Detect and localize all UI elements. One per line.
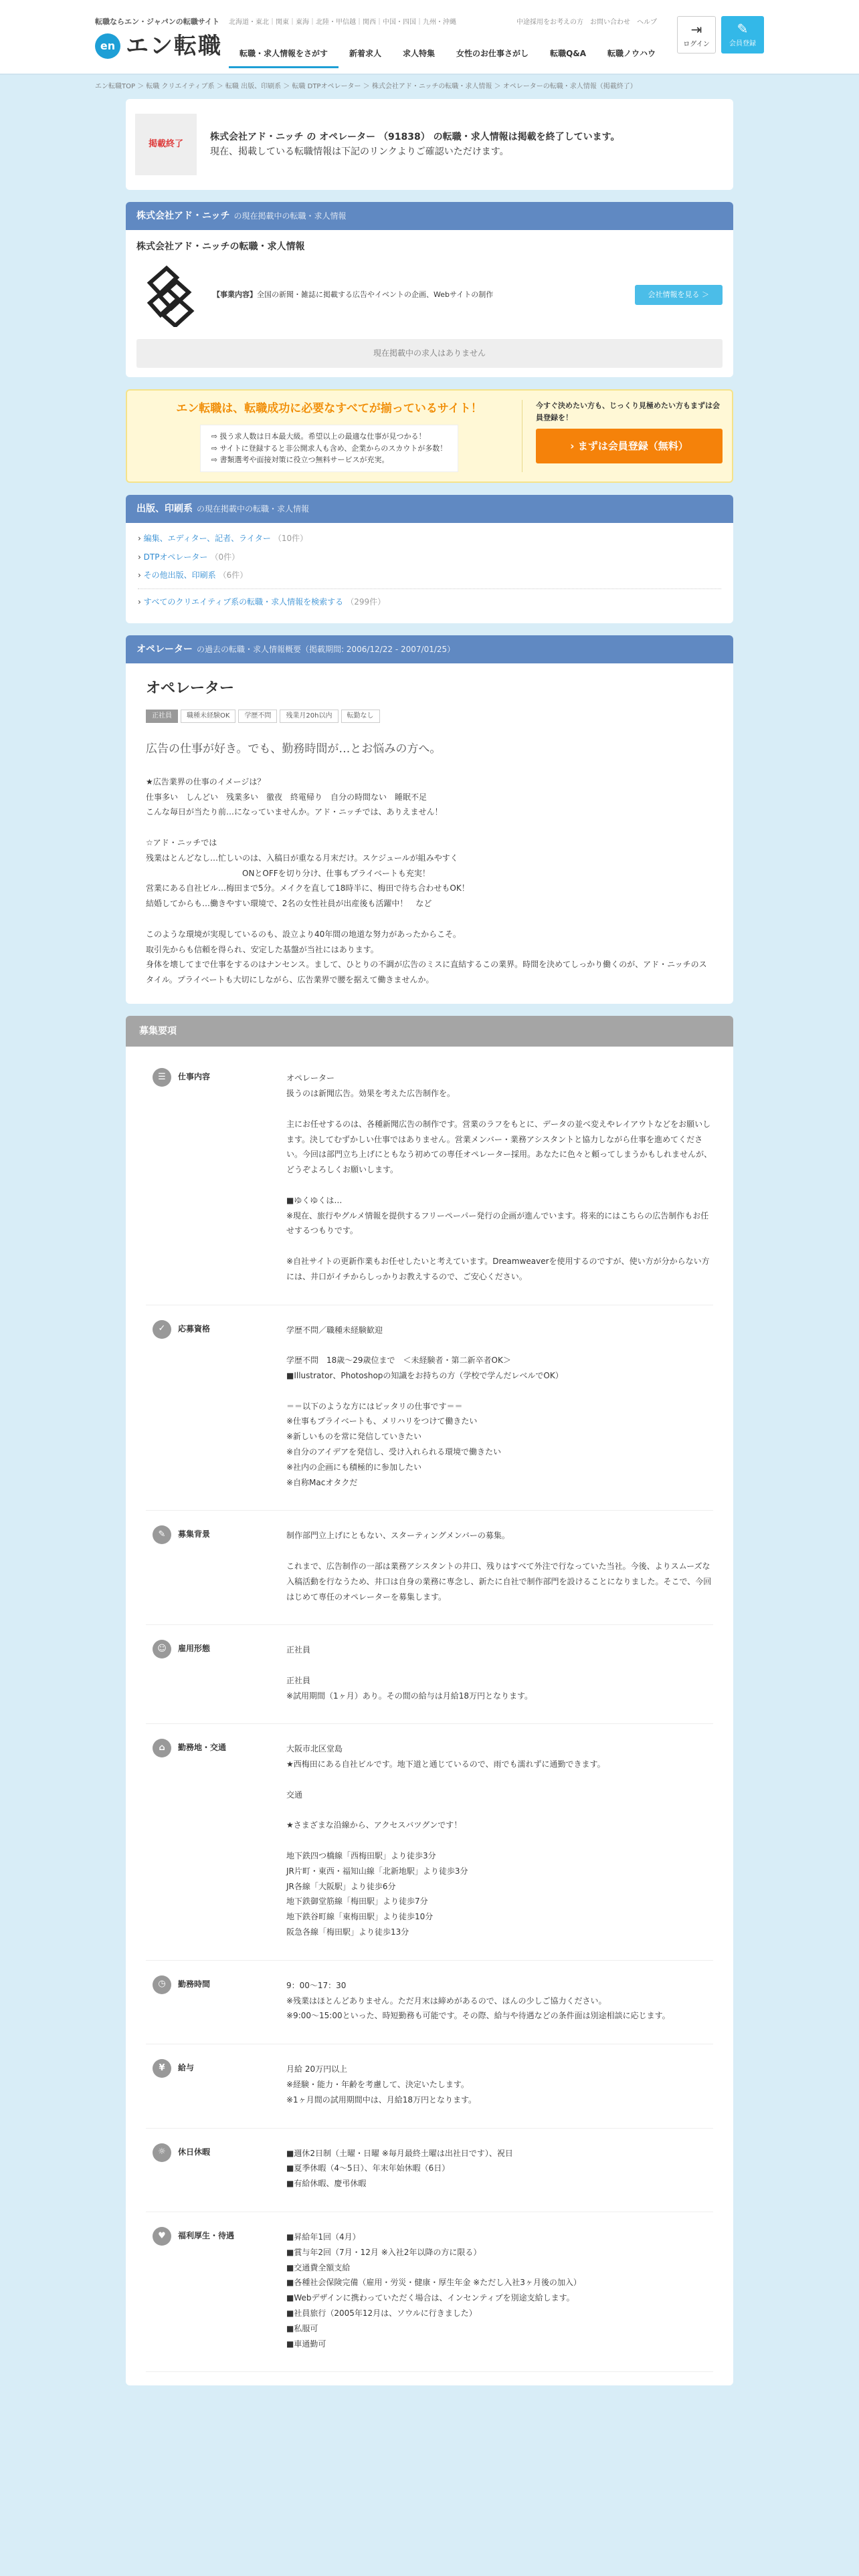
requirements-head: 募集要項: [126, 1016, 733, 1047]
promo-banner: [126, 389, 733, 483]
category-item[interactable]: › その他出版、印刷系 （6件）: [138, 570, 248, 580]
requirement-row: [146, 1053, 713, 1305]
requirement-label: 勤務地・交通: [178, 1743, 227, 1753]
requirement-row: [146, 2212, 713, 2372]
requirement-row: [146, 1625, 713, 1724]
requirement-row: [146, 1724, 713, 1960]
tag: 転勤なし: [341, 710, 380, 723]
qualification-icon: ✓: [153, 1320, 171, 1339]
requirement-label: 雇用形態: [178, 1644, 211, 1654]
ended-badge: 掲載終了: [135, 114, 197, 175]
salary-icon: ¥: [153, 2059, 171, 2078]
requirement-row: [146, 2129, 713, 2212]
promo-list: [200, 425, 459, 472]
job-head-sub: の過去の転職・求人情報概要（掲載期間: 2006/12/22 - 2007/01/25）: [197, 645, 456, 655]
job-tags: [146, 708, 713, 723]
requirement-label: 応募資格: [178, 1323, 211, 1333]
pencil-icon: ✎: [737, 21, 749, 37]
biz-label: 【事業内容】: [213, 290, 257, 299]
requirement-value: 大阪市北区堂島 ★西梅田にある自社ビルです。地下道と通じているので、雨でも濡れずに通勤できます。 交通 ★さまざまな沿線から、アクセスバツグンです！ 地下鉄四つ橋線「西梅田駅」より徒歩3分 JR片町・東西・福知山線「北新地駅」より徒歩3分 JR各線「大阪駅」より徒歩6分 地下鉄御堂筋線「梅田駅」より徒歩7分 地下鉄谷町線「東梅田駅」より徒歩10分 阪急各線「梅田駅」より徒歩13分: [286, 1744, 605, 1937]
requirement-label: 給与: [178, 2063, 195, 2073]
ended-message: 株式会社アド・ニッチ の オペレーター （91838） の転職・求人情報は掲載を終了しています。: [210, 131, 620, 142]
requirement-label-cell: [146, 1642, 286, 1703]
requirement-label-cell: [146, 2230, 286, 2351]
background-icon: ✎: [153, 1525, 171, 1544]
category-all-link[interactable]: › すべてのクリエイティブ系の転職・求人情報を検索する （299件）: [138, 597, 386, 607]
header: [0, 0, 859, 75]
login-button[interactable]: [677, 16, 716, 53]
requirement-label-cell: [146, 1323, 286, 1491]
company-info-button[interactable]: 会社情報を見る ＞: [635, 285, 723, 305]
requirements-card: [126, 1016, 733, 2385]
requirement-value: ■昇給年1回（4月） ■賞与年2回（7月・12月 ※入社2年以降の方に限る） ■交通費全額支給 ■各種社会保険完備（雇用・労災・健康・厚生年金 ※ただし入社3ヶ月後の加入） ■Webデザインに携わっていただく場合は、インセンティブを別途支給します。 ■社員旅行（2005年12月は、ソウルに行きました） ■私服可 ■車通勤可: [286, 2232, 581, 2349]
login-label: ログイン: [683, 41, 710, 48]
holiday-icon: ☼: [153, 2143, 171, 2162]
requirement-value: オペレーター 扱うのは新聞広告。効果を考えた広告制作を。 主にお任せするのは、各種新聞広告の制作です。営業のラフをもとに、データの並べ変えやレイアウトなどをお願いします。決してむずかしい仕事ではありません。営業メンバー・業務アシスタントと協力しながら仕事を進めてください。今回は部門立ち上げにともなう初めての専任オペレーター採用。あなたに色々と頼ってしまうかもしれませんが、どうぞよろしくお願いします。 ■ゆくゆくは… ※現在、旅行やグルメ情報を提供するフリーペーパー発行の企画が進んでいます。将来的にはこちらの広告制作もお任せするつもりです。 ※自社サイトの更新作業もお任せしたいと考えています。Dreamweaverを使用するのですが、使い方が分からない方には、井口がイチからしっかりお教えするので、ご安心ください。: [286, 1073, 712, 1281]
requirement-row: [146, 1961, 713, 2044]
company-name: 株式会社アド・ニッチの転職・求人情報: [136, 241, 305, 253]
ended-submessage: 現在、掲載している転職情報は下記のリンクよりご確認いただけます。: [210, 146, 509, 157]
requirement-value: 制作部門立上げにともない、スターティングメンバーの募集。 これまで、広告制作の一部は業務アシスタントの井口、残りはすべて外注で行なっていた当社。今後、よりスムーズな入稿活動を行なうため、井口は自身の業務に専念し、新たに自社で制作部門を設けることになりました。そこで、今回はじめて専任のオペレーターを募集します。: [286, 1531, 712, 1602]
utility-links[interactable]: 中途採用をお考えの方 お問い合わせ ヘルプ: [516, 19, 657, 26]
category-head: 出版、印刷系: [136, 503, 193, 514]
employment-icon: ☺: [153, 1640, 171, 1658]
tag: 学歴不問: [238, 710, 277, 723]
company-head-sub: の現在掲載中の転職・求人情報: [233, 211, 347, 221]
promo-title: エン転職は、転職成功に必要なすべてが揃っているサイト！: [176, 401, 482, 415]
requirement-label-cell: [146, 1528, 286, 1604]
requirement-label-cell: [146, 1071, 286, 1284]
tag: 正社員: [146, 710, 178, 723]
site-logo[interactable]: [95, 28, 222, 64]
nav-new-jobs[interactable]: 新着求人: [349, 49, 382, 58]
requirement-label: 休日休暇: [178, 2147, 211, 2157]
job-title: オペレーター: [146, 680, 235, 697]
clock-icon: ◷: [153, 1975, 171, 1994]
job-summary-card: [126, 635, 733, 1004]
register-free-button[interactable]: › まずは会員登録（無料）: [536, 429, 723, 463]
no-jobs-box: 現在掲載中の求人はありません: [136, 339, 723, 368]
region-links[interactable]: 北海道・東北｜関東｜東海｜北陸・甲信越｜関西｜中国・四国｜九州・沖縄: [229, 19, 456, 26]
requirement-label-cell: [146, 1978, 286, 2024]
job-catchcopy: 広告の仕事が好き。でも、勤務時間が…とお悩みの方へ。: [146, 742, 442, 756]
requirement-label-cell: [146, 2146, 286, 2191]
requirement-row: [146, 1511, 713, 1625]
nav-features[interactable]: 求人特集: [403, 49, 436, 58]
requirements-table: [126, 1047, 733, 2385]
tagline: 転職ならエン・ジャパンの転職サイト: [95, 17, 220, 26]
requirement-label: 募集背景: [178, 1529, 211, 1539]
promo-item: ⇨ 書類選考や面接対策に役立つ無料サービスが充実。: [211, 455, 389, 465]
tag: 残業月20h以内: [280, 710, 338, 723]
nav-qa[interactable]: 転職Q&A: [550, 49, 587, 58]
requirement-label: 仕事内容: [178, 1072, 211, 1082]
promo-item: ⇨ 扱う求人数は日本最大級。希望以上の最適な仕事が見つかる！: [211, 432, 426, 441]
requirement-label: 福利厚生・待遇: [178, 2231, 235, 2241]
promo-right-text: 今すぐ決めたい方も、じっくり見極めたい方もまずは会員登録を！: [536, 401, 720, 422]
tag: 職種未経験OK: [181, 710, 235, 723]
nav-search-jobs[interactable]: 転職・求人情報をさがす: [229, 39, 339, 68]
requirement-row: [146, 2044, 713, 2128]
biz-text: 全国の新聞・雑誌に掲載する広告やイベントの企画、Webサイトの制作: [257, 290, 494, 299]
logo-text: エン転職: [126, 33, 222, 60]
job-icon: ☰: [153, 1068, 171, 1087]
category-card: [126, 495, 733, 623]
requirement-value: 月給 20万円以上 ※経験・能力・年齢を考慮して、決定いたします。 ※1ヶ月間の試用期間中は、月給18万円となります。: [286, 2064, 477, 2105]
welfare-icon: ♥: [153, 2227, 171, 2246]
requirement-label-cell: [146, 2062, 286, 2107]
promo-item: ⇨ サイトに登録すると非公開求人も含め、企業からのスカウトが多数！: [211, 443, 448, 453]
requirement-value: 9：00〜17：30 ※残業はほとんどありません。ただ月末は締めがあるので、ほんの少しご協力ください。 ※9:00〜15:00といった、時短勤務も可能です。その際、給与や待遇などの条件面は別途相談に応じます。: [286, 1980, 670, 2021]
location-icon: ⌂: [153, 1739, 171, 1757]
requirement-label-cell: [146, 1741, 286, 1939]
en-logo-icon: en: [95, 33, 120, 59]
register-button[interactable]: [721, 16, 764, 53]
ended-notice: [126, 99, 733, 190]
category-item[interactable]: › 編集、エディター、記者、ライター （10件）: [138, 534, 308, 544]
login-icon: ⇥: [690, 21, 702, 37]
requirement-label: 勤務時間: [178, 1979, 211, 1989]
job-intro: ★広告業界の仕事のイメージは？ 仕事多い しんどい 残業多い 徹夜 終電帰り 自分の時間ない 睡眠不足 こんな毎日が当たり前…になっていませんか。アド・ニッチでは、ありえません！ ☆アド・ニッチでは 残業はとんどなし…忙しいのは、入稿日が重なる月末だけ。スケジュールが組みやすく ONとOFFを切り分け、仕事もプライベートも充実！ 営業にある自社ビル…梅田まで5分。メイクを直して18時半に、梅田で待ち合わせもOK！ 結婚してからも…働きやすい環境で、2名の女性社員が出産後も活躍中！ など このような環境が実現しているのも、設立より40年間の地道な努力があったからこそ。 取引先からも信頼を得られ、安定した基盤が当社にはあります。 身体を壊してまで仕事をするのはナンセンス。まして、ひとりの不調が広告のミスに直結するこの業界。時間を決めてしっかり働くのが、アド・ニッチのスタイル。プライベートも大切にしながら、広告業界で腰を据えて働きませんか。: [146, 776, 707, 985]
requirement-value: 学歴不問／職種未経験歓迎 学歴不問 18歳〜29歳位まで ＜未経験者・第二新卒者OK＞ ■Illustrator、Photoshopの知識をお持ちの方（学校で学んだレベルでOK） ＝＝以下のような方にはピッタリの仕事です＝＝ ※仕事もプライベートも、メリハリをつけて働きたい ※新しいものを常に発信していきたい ※自分のアイデアを発信し、受け入れられる環境で働きたい ※社内の企画にも積極的に参加したい ※自称Macオタクだ: [286, 1325, 563, 1487]
job-head: オペレーター: [136, 644, 193, 655]
nav-women-jobs[interactable]: 女性のお仕事さがし: [456, 49, 529, 58]
requirement-row: [146, 1305, 713, 1511]
category-head-sub: の現在掲載中の転職・求人情報: [197, 504, 310, 514]
nav-knowhow[interactable]: 転職ノウハウ: [607, 49, 656, 58]
requirement-value: 正社員 正社員 ※試用期間（1ヶ月）あり。その間の給与は月給18万円となります。: [286, 1645, 533, 1701]
category-item[interactable]: › DTPオペレーター （0件）: [138, 552, 240, 562]
company-card: [126, 202, 733, 377]
requirement-value: ■週休2日制（土曜・日曜 ※毎月最終土曜は出社日です）、祝日 ■夏季休暇（4〜5日）、年末年始休暇（6日） ■有給休暇、慶弔休暇: [286, 2148, 513, 2189]
company-logo: [136, 263, 203, 327]
global-nav: [229, 39, 666, 68]
company-head[interactable]: 株式会社アド・ニッチ: [136, 211, 230, 221]
breadcrumb[interactable]: エン転職TOP ＞ 転職 クリエイティブ系 ＞ 転職 出版、印刷系 ＞ 転職 DTPオペレーター ＞ 株式会社アド・ニッチの転職・求人情報 ＞ オペレーターの転職・求人情報（掲載終了）: [95, 83, 637, 90]
register-label: 会員登録: [729, 40, 756, 47]
divider: [138, 588, 721, 589]
